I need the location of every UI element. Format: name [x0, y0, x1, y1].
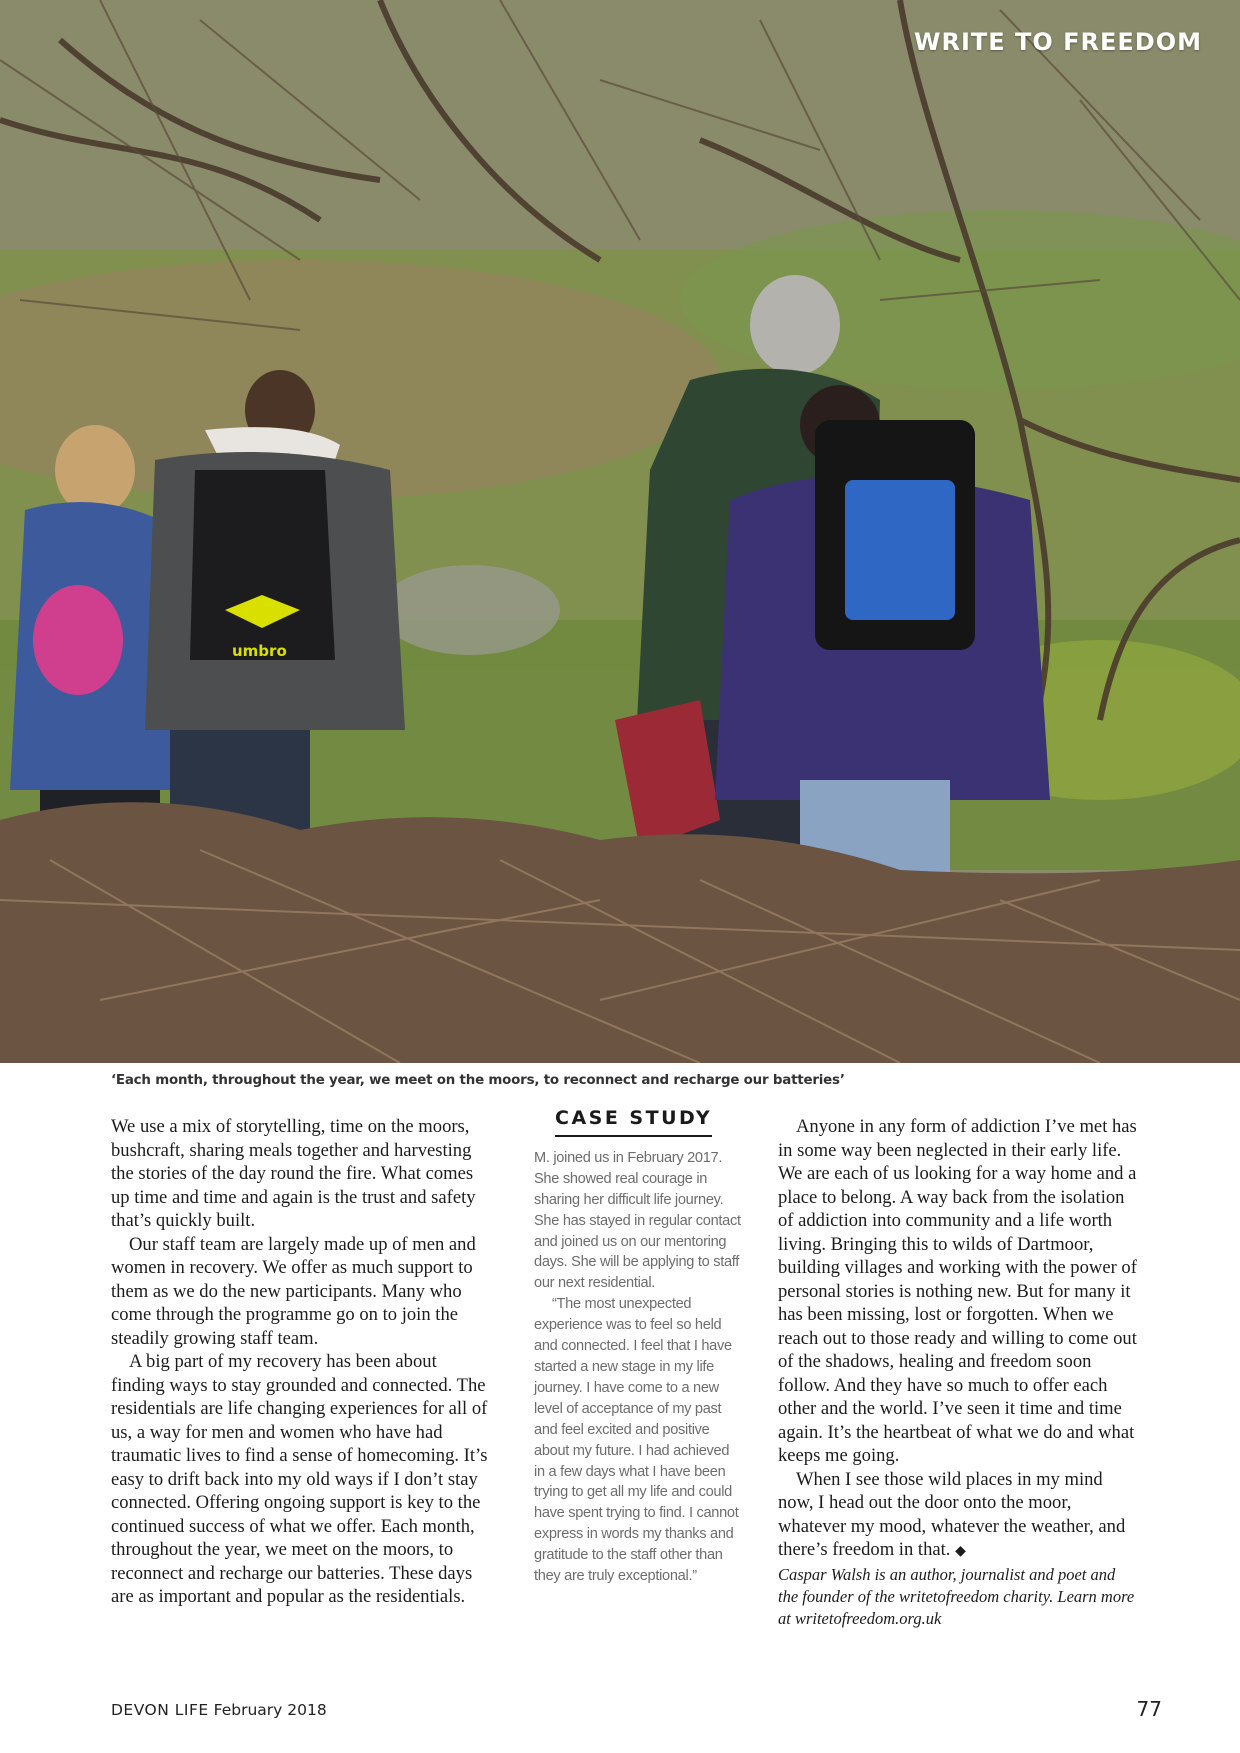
- paragraph: A big part of my recovery has been about finding ways to stay grounded and connected. The residentials are life changing experiences for all of us, a way for men and women who have had traumatic lives to find a sense of homecoming. It’s easy to drift back into my old ways if I don’t stay connected. Offering ongoing support is key to the continued success of what we offer. Each month, throughout the year, we meet on the moors, to reconnect and recharge our batteries. These days are as important and popular as the residentials.: [111, 1351, 488, 1607]
- footer-folio: [111, 1701, 327, 1719]
- article-column-left: [111, 1115, 491, 1609]
- page-number: 77: [1136, 1697, 1162, 1721]
- magazine-name: DEVON LIFE: [111, 1701, 209, 1719]
- paragraph: [778, 1468, 1138, 1564]
- paragraph: Our staff team are largely made up of men and women in recovery. We offer as much support to them as we do the new participants. Many who come through the programme go on to join the steadily growing staff team.: [111, 1233, 476, 1349]
- issue-date: February 2018: [213, 1701, 327, 1719]
- section-label: WRITE TO FREEDOM: [913, 28, 1202, 56]
- paragraph-text: When I see those wild places in my mind now, I head out the door onto the moor, whatever my mood, whatever the weather, and there’s freedom in that.: [778, 1468, 1126, 1560]
- article-column-right: [778, 1115, 1138, 1630]
- case-study-quote: “The most unexpected experience was to feel so held and connected. I feel that I have started a new stage in my life journey. I have come to a new level of acceptance of my past and feel excited and positive about my future. I had achieved in a few days what I have been trying to get all my life and could have spent trying to find. I cannot express in words my thanks and gratitude to the staff other than they are truly exceptional.”: [534, 1296, 739, 1585]
- case-study-title: CASE STUDY: [555, 1108, 712, 1137]
- paragraph: We use a mix of storytelling, time on the moors, bushcraft, sharing meals together and harvesting the stories of the day round the fire. What comes up time and time and again is the trust and safety that’s quickly built.: [111, 1116, 476, 1231]
- case-study-sidebar: [534, 1108, 742, 1587]
- end-mark-icon: ◆: [955, 1544, 966, 1559]
- paragraph: Anyone in any form of addiction I’ve met has in some way been neglected in their early life. We are each of us looking for a way home and a place to belong. A way back from the isolation of addiction into community and a life worth living. Bringing this to wilds of Dartmoor, building villages and working with the power of personal stories is nothing new. But for many it has been missing, lost or forgotten. When we reach out to those ready and willing to come out of the shadows, healing and freedom soon follow. And they have so much to offer each other and the world. I’ve seen it time and time again. It’s the heartbeat of what we do and what keeps me going.: [778, 1116, 1137, 1466]
- svg-text:umbro: umbro: [232, 642, 287, 660]
- author-byline: Caspar Walsh is an author, journalist and poet and the founder of the writetofreedom charity. Learn more at writetofreedom.org.uk: [778, 1564, 1135, 1628]
- case-study-paragraph: M. joined us in February 2017. She showed real courage in sharing her difficult life journey. She has stayed in regular contact and joined us on our mentoring days. She will be applying to staff our next residential.: [534, 1149, 741, 1292]
- photo-caption: ‘Each month, throughout the year, we meet on the moors, to reconnect and recharge our batteries’: [111, 1073, 845, 1088]
